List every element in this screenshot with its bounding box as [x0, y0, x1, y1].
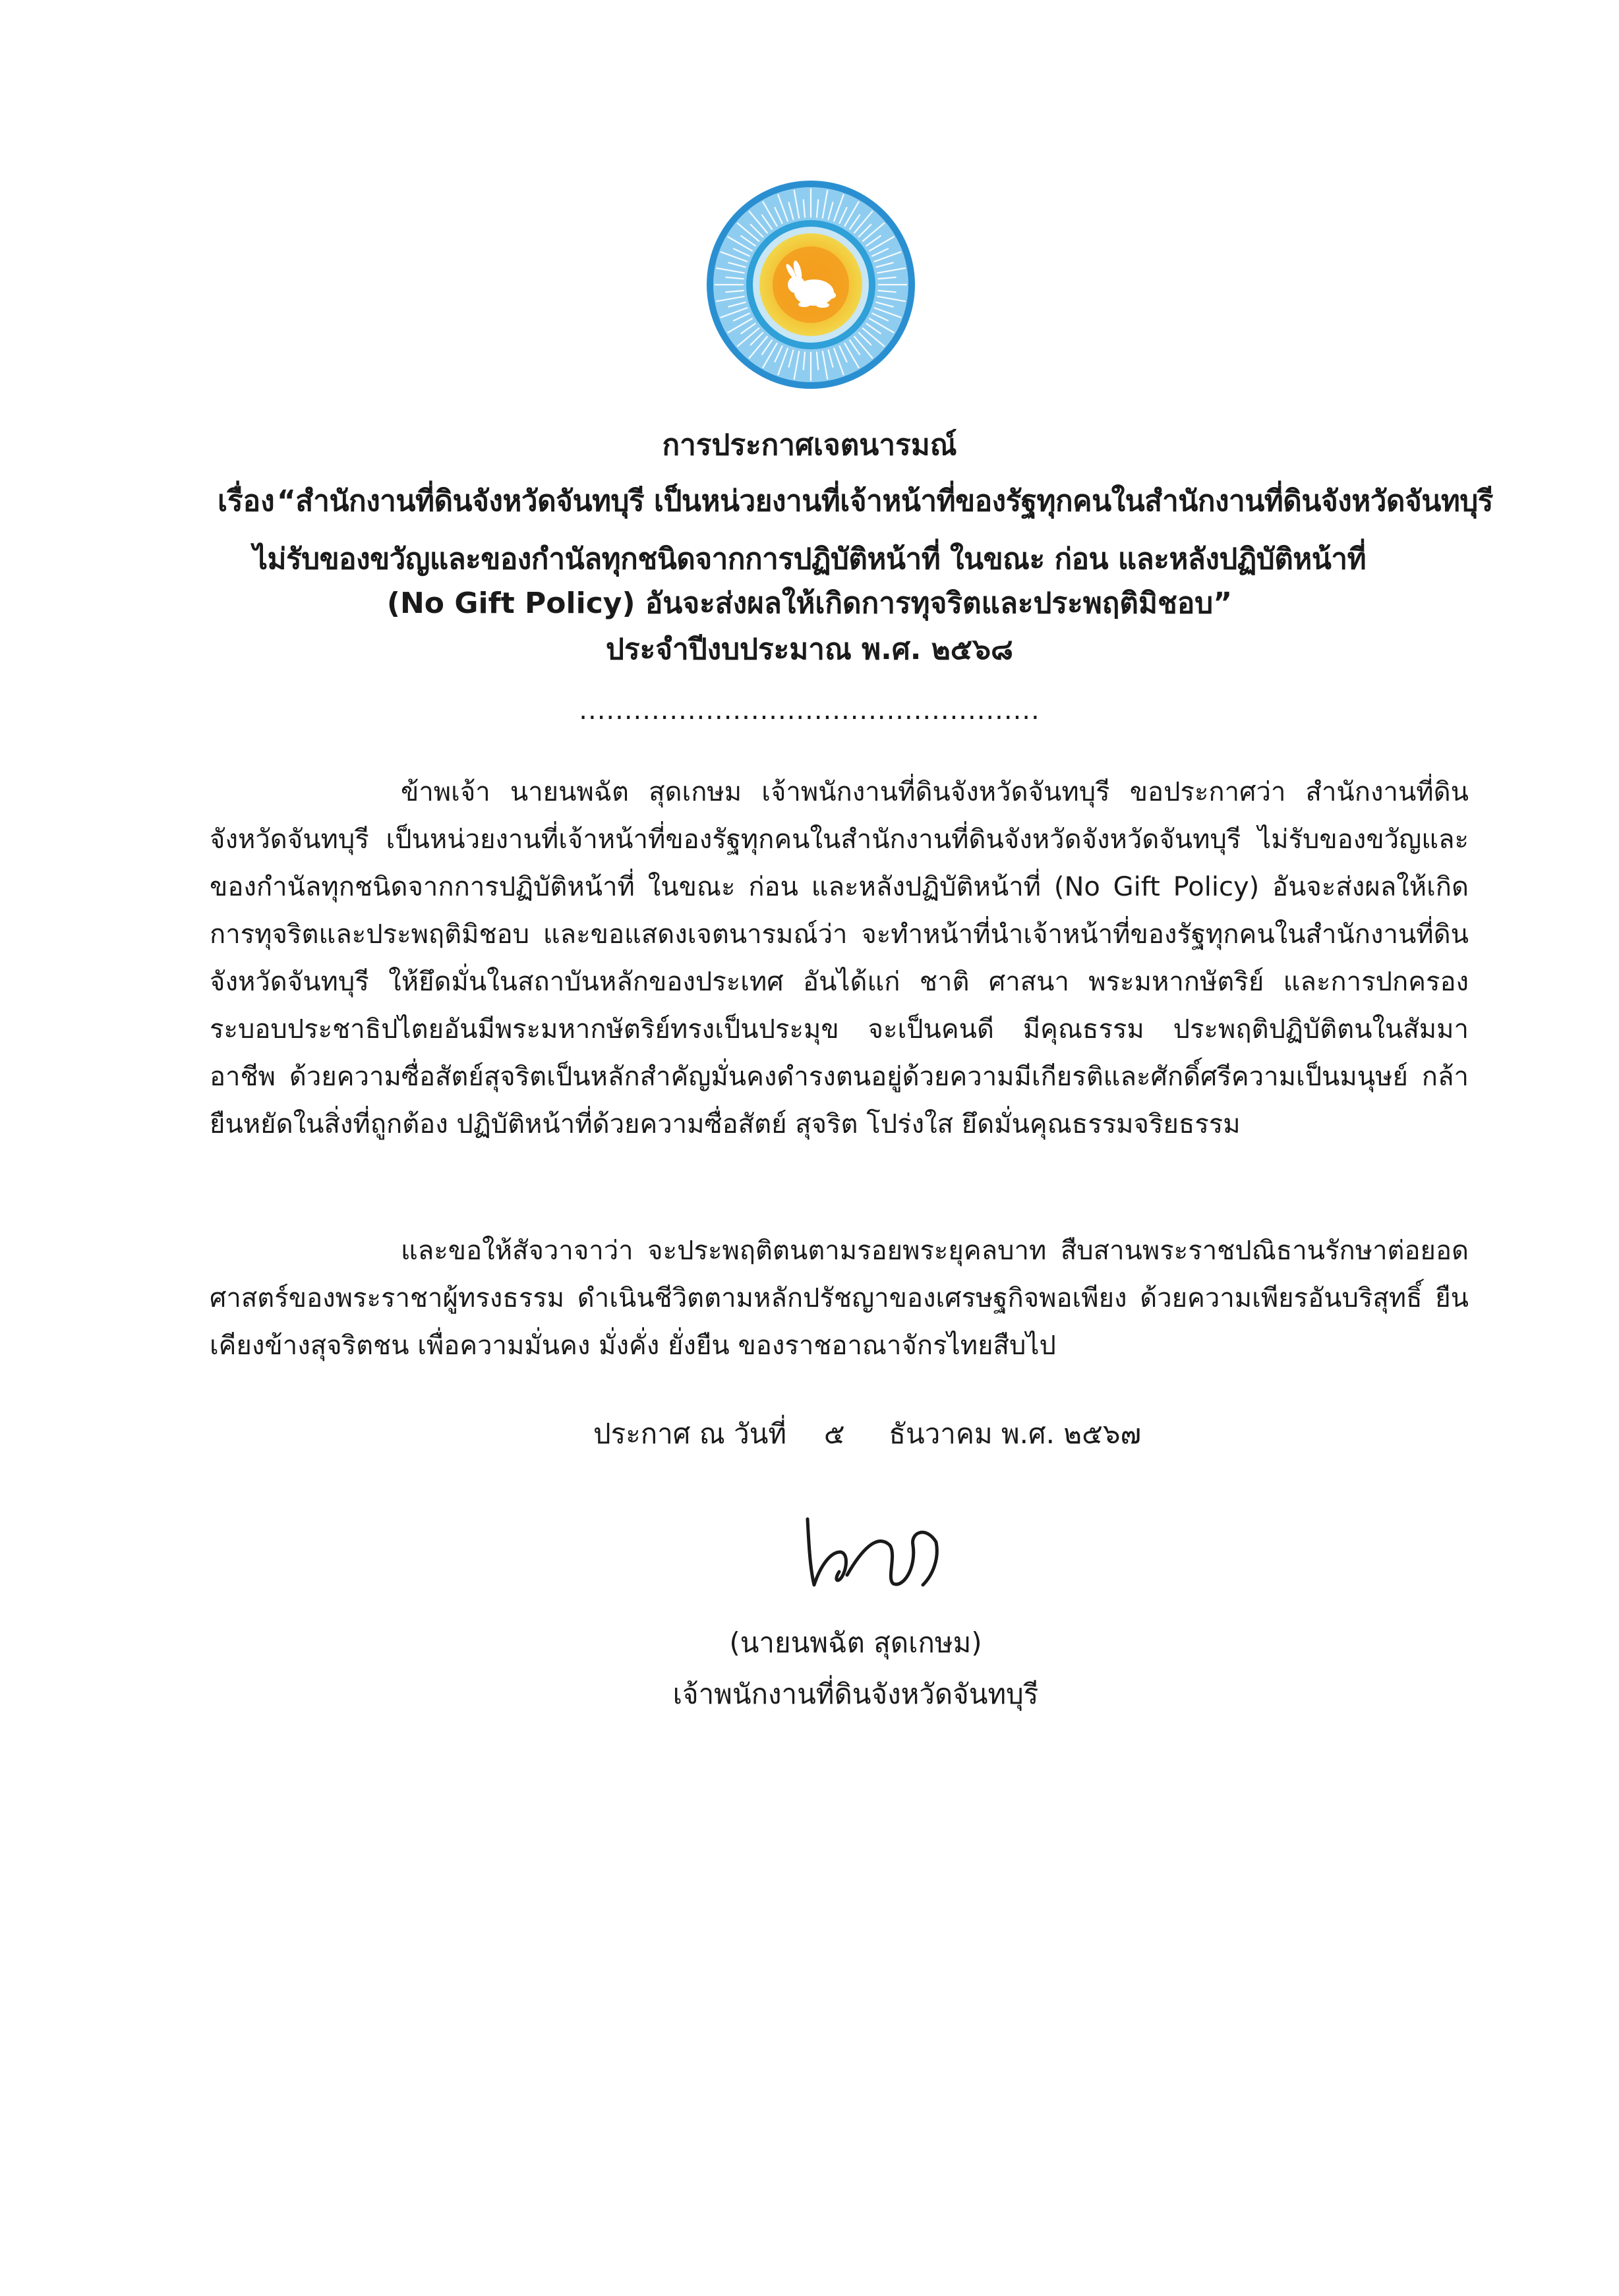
body-paragraph-2	[210, 1227, 1469, 1369]
date-suffix: ธันวาคม พ.ศ. ๒๕๖๗	[889, 1418, 1142, 1450]
announcement-date	[593, 1412, 1141, 1456]
paragraph-1-text: ข้าพเจ้า นายนพฉัต สุดเกษม เจ้าพนักงานที่ดินจังหวัดจันทบุรี ขอประกาศว่า สำนักงานที่ดินจังหวัดจันทบุรี เป็นหน่วยงานที่เจ้าหน้าที่ของรัฐทุกคนในสำนักงานที่ดินจังหวัดจังหวัดจันทบุรี ไม่รับของขวัญและของกำนัลทุกชนิดจากการปฏิบัติหน้าที่ ในขณะ ก่อน และหลังปฏิบัติหน้าที่ (No Gift Policy) อันจะส่งผลให้เกิดการทุจริตและประพฤติมิชอบ และขอแสดงเจตนารมณ์ว่า จะทำหน้าที่นำเจ้าหน้าที่ของรัฐทุกคนในสำนักงานที่ดินจังหวัดจันทบุรี ให้ยึดมั่นในสถาบันหลักของประเทศ อันได้แก่ ชาติ ศาสนา พระมหากษัตริย์ และการปกครองระบอบประชาธิปไตยอันมีพระมหากษัตริย์ทรงเป็นประมุข จะเป็นคนดี มีคุณธรรม ประพฤติปฏิบัติตนในสัมมาอาชีพ ด้วยความซื่อสัตย์สุจริตเป็นหลักสำคัญมั่นคงดำรงตนอยู่ด้วยความมีเกียรติและศักดิ์ศรีความเป็นมนุษย์ กล้ายืนหยัดในสิ่งที่ถูกต้อง ปฏิบัติหน้าที่ด้วยความซื่อสัตย์ สุจริต โปร่งใส ยึดมั่นคุณธรรมจริยธรรม	[210, 777, 1469, 1139]
body-paragraph-1	[210, 768, 1469, 1148]
signatory-title: เจ้าพนักงานที่ดินจังหวัดจันทบุรี	[672, 1678, 1039, 1710]
date-day: ๕	[823, 1418, 845, 1450]
signatory-name: (นายนพฉัต สุดเกษม)	[729, 1626, 982, 1659]
subject-label-text: เรื่อง	[218, 484, 275, 518]
paragraph-2-text: และขอให้สัจวาจาว่า จะประพฤติตนตามรอยพระยุคลบาท สืบสานพระราชปณิธานรักษาต่อยอดศาสตร์ของพระราชาผู้ทรงธรรม ดำเนินชีวิตตามหลักปรัชญาของเศรษฐกิจพอเพียง ด้วยความเพียรอันบริสุทธิ์ ยืนเคียงข้างสุจริตชน เพื่อความมั่นคง มั่งคั่ง ยั่งยืน ของราชอาณาจักรไทยสืบไป	[210, 1236, 1469, 1361]
handwritten-signature	[801, 1506, 1012, 1598]
fiscal-year: ประจำปีงบประมาณ พ.ศ. ๒๕๖๘	[606, 633, 1013, 666]
land-department-emblem-icon	[705, 179, 916, 390]
subject-line-2: ไม่รับของขวัญและของกำนัลทุกชนิดจากการปฏิบัติหน้าที่ ในขณะ ก่อน และหลังปฏิบัติหน้าที่	[252, 542, 1367, 576]
subject-line-3: (No Gift Policy) อันจะส่งผลให้เกิดการทุจริตและประพฤติมิชอบ”	[386, 587, 1233, 620]
document-title: การประกาศเจตนารมณ์	[662, 428, 957, 462]
subject-line-1: “สำนักงานที่ดินจังหวัดจันทบุรี เป็นหน่วยงานที่เจ้าหน้าที่ของรัฐทุกคนในสำนักงานที่ดินจังหวัดจันทบุรี	[277, 484, 1493, 518]
separator: ...................................................	[579, 695, 1040, 726]
date-prefix: ประกาศ ณ วันที่	[593, 1418, 787, 1450]
